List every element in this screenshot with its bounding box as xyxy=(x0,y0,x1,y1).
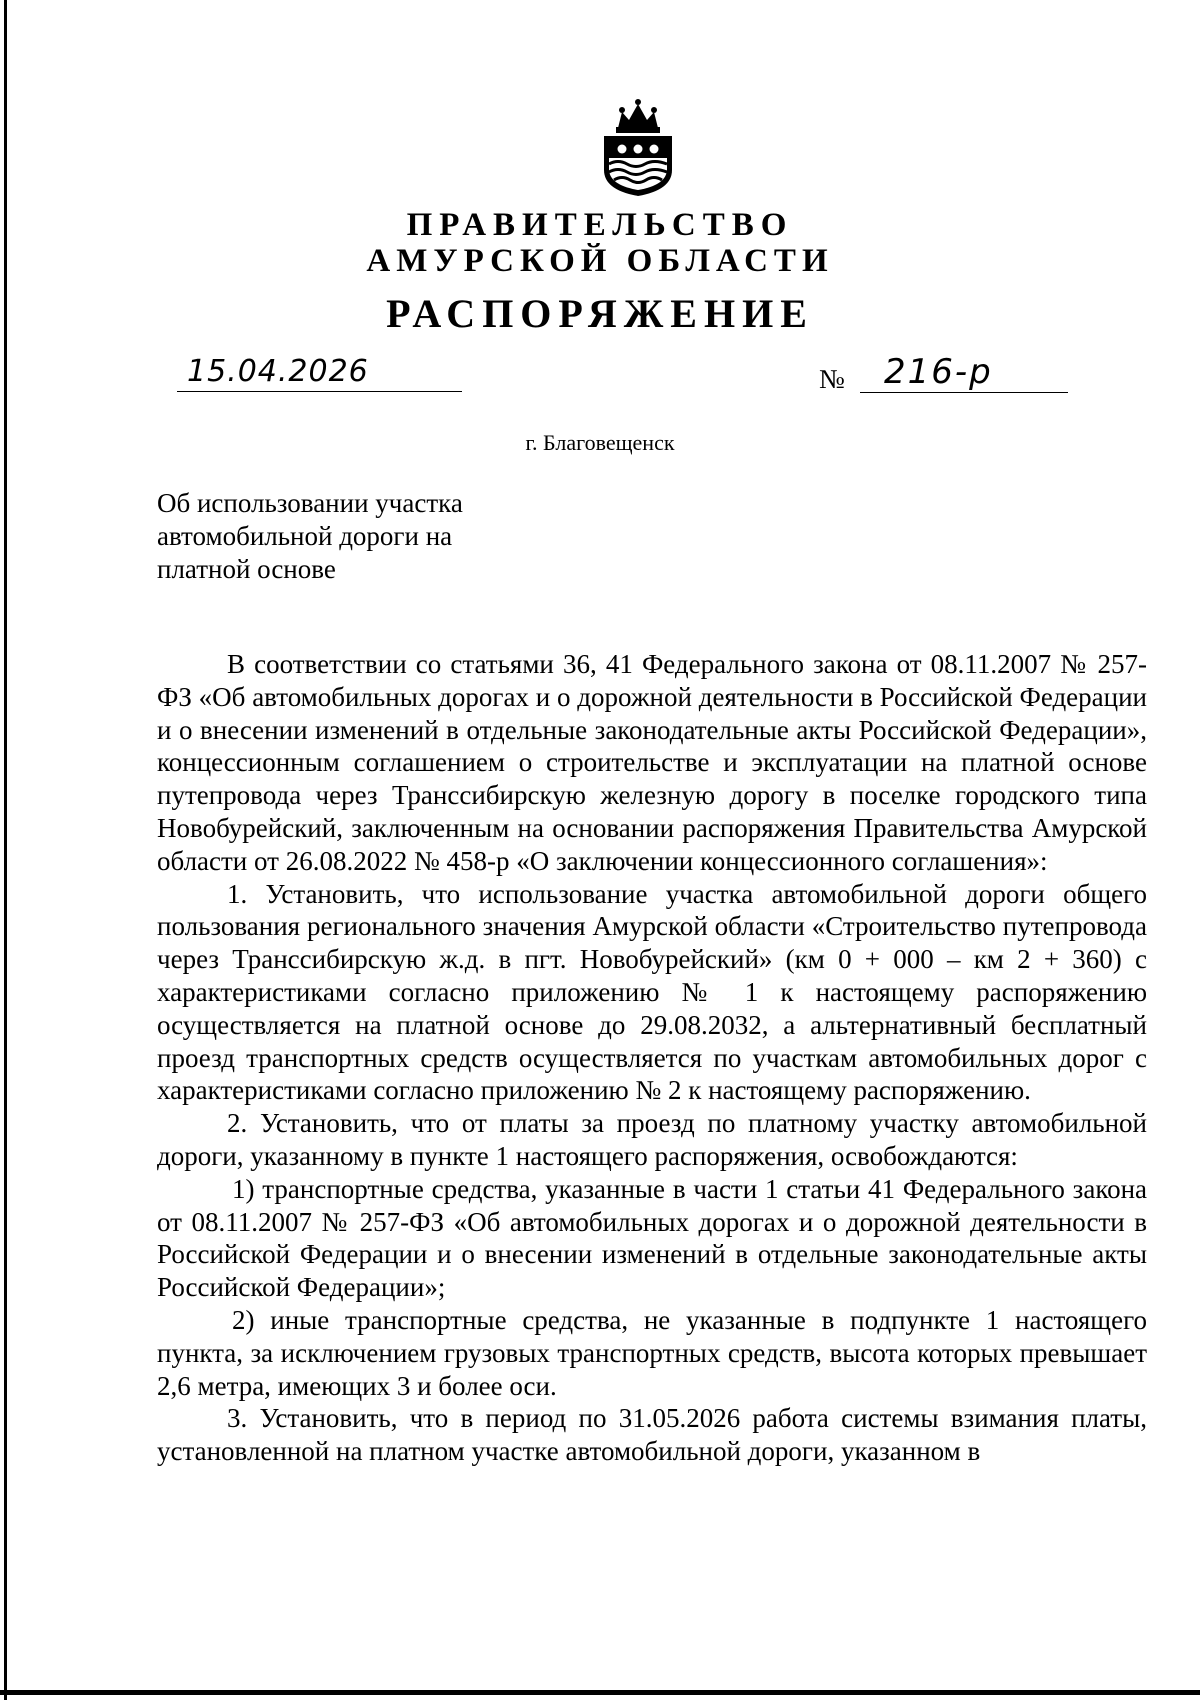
government-title-line2: АМУРСКОЙ ОБЛАСТИ xyxy=(366,243,834,279)
item-2-subitem-2: 2) иные транспортные средства, не указанные в подпункте 1 настоящего пункта, за исключением грузовых транспортных средств, высота которых превышает 2,6 метра, имеющих 3 и более оси. xyxy=(157,1304,1147,1401)
subject-line: автомобильной дороги на xyxy=(157,521,453,551)
document-body xyxy=(157,648,1147,1468)
item-2-subitem-1: 1) транспортные средства, указанные в части 1 статьи 41 Федерального закона от 08.11.2007 № 257-ФЗ «Об автомобильных дорогах и о дорожной деятельности в Российской Федерации и о внесении изменений в отдельные законодательные акты Российской Федерации»; xyxy=(157,1173,1147,1303)
handwritten-number: 216-р xyxy=(884,352,993,392)
item-3-paragraph: 3. Установить, что в период по 31.05.2026 работа системы взимания платы, установленной на платном участке автомобильной дороги, указанном в xyxy=(157,1403,1147,1467)
document-type-title: РАСПОРЯЖЕНИЕ xyxy=(386,291,814,336)
item-1-paragraph: 1. Установить, что использование участка автомобильной дороги общего пользования регионального значения Амурской области «Строительство путепровода через Транссибирскую ж.д. в пгт. Новобурейский» (км 0 + 000 – км 2 + 360) с характеристиками согласно приложению № 1 к настоящему распоряжению осуществляется на платной основе до 29.08.2032, а альтернативный бесплатный проезд транспортных средств осуществляется по участкам автомобильных дорог с характеристиками согласно приложению № 2 к настоящему распоряжению. xyxy=(157,878,1147,1106)
subject-line: платной основе xyxy=(157,554,336,584)
number-sign: № xyxy=(819,364,845,394)
item-2-paragraph: 2. Установить, что от платы за проезд по платному участку автомобильной дороги, указанному в пункте 1 настоящего распоряжения, освобождаются: xyxy=(157,1108,1147,1171)
date-field xyxy=(177,354,462,392)
document-subject xyxy=(157,487,577,586)
government-title-line1: ПРАВИТЕЛЬСТВО xyxy=(406,207,794,243)
handwritten-date: 15.04.2026 xyxy=(187,354,369,389)
preamble-paragraph: В соответствии со статьями 36, 41 Федерального закона от 08.11.2007 № 257-ФЗ «Об автомобильных дорогах и о дорожной деятельности в Российской Федерации и о внесении изменений в отдельные законодательные акты Российской Федерации», концессионным соглашением о строительстве и эксплуатации на платной основе путепровода через Транссибирскую железную дорогу в поселке городского типа Новобурейский, заключенным на основании распоряжения Правительства Амурской области от 26.08.2022 № 458-р «О заключении концессионного соглашения»: xyxy=(157,649,1147,876)
city-name: г. Благовещенск xyxy=(525,430,675,455)
scan-edge-bottom xyxy=(0,1690,1200,1695)
subject-line: Об использовании участка xyxy=(157,488,463,518)
number-field xyxy=(860,352,1068,393)
coat-of-arms-emblem xyxy=(596,98,680,198)
